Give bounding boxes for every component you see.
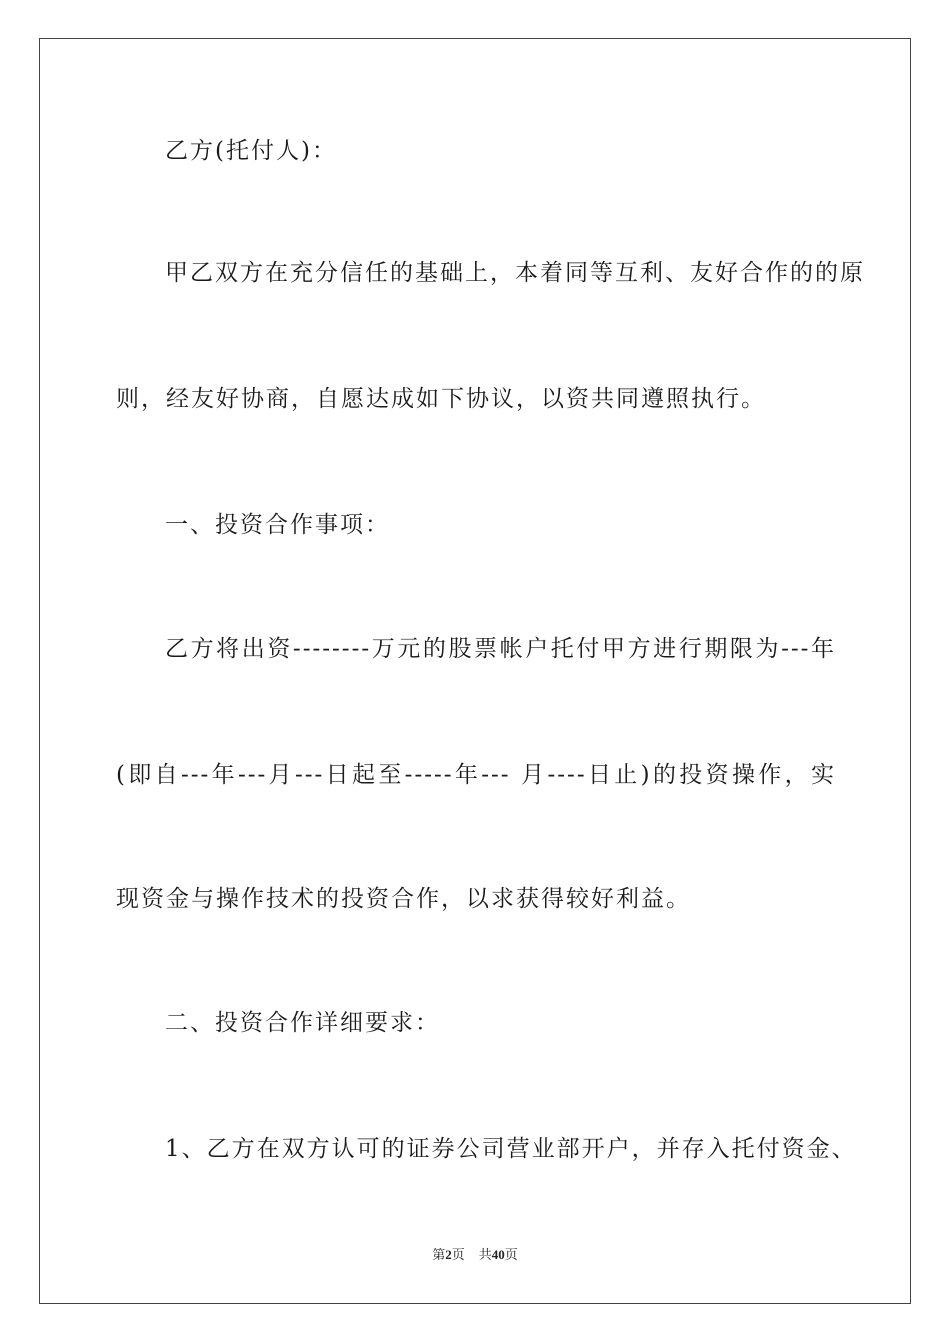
paragraph-section2-item-1: 1、乙方在双方认可的证券公司营业部开户，并存入托付资金、 [165,1136,857,1162]
paragraph-intro-line-2: 则，经友好协商，自愿达成如下协议，以资共同遵照执行。 [116,386,766,412]
paragraph-section1-line-1: 乙方将出资--------万元的股票帐户托付甲方进行期限为---年 [165,636,836,662]
page-border [39,38,911,1304]
section-heading-1: 一、投资合作事项： [165,512,390,538]
footer-total-pages: 40 [491,1247,505,1262]
section-heading-2: 二、投资合作详细要求： [165,1010,440,1036]
footer-page-number: 2 [445,1247,452,1262]
paragraph-section1-line-3: 现资金与操作技术的投资合作，以求获得较好利益。 [116,886,691,912]
paragraph-section1-line-2: (即自---年---月---日起至-----年--- 月----日止)的投资操作，实 [116,762,836,788]
party-b-label: 乙方(托付人)： [165,138,337,164]
footer-page-prefix: 第 [432,1247,446,1262]
footer-total-suffix: 页 [504,1247,518,1262]
footer-total-prefix: 共 [478,1247,492,1262]
footer-page-suffix: 页 [451,1247,465,1262]
page-footer [0,1246,950,1264]
paragraph-intro-line-1: 甲乙双方在充分信任的基础上，本着同等互利、友好合作的的原 [165,260,865,286]
